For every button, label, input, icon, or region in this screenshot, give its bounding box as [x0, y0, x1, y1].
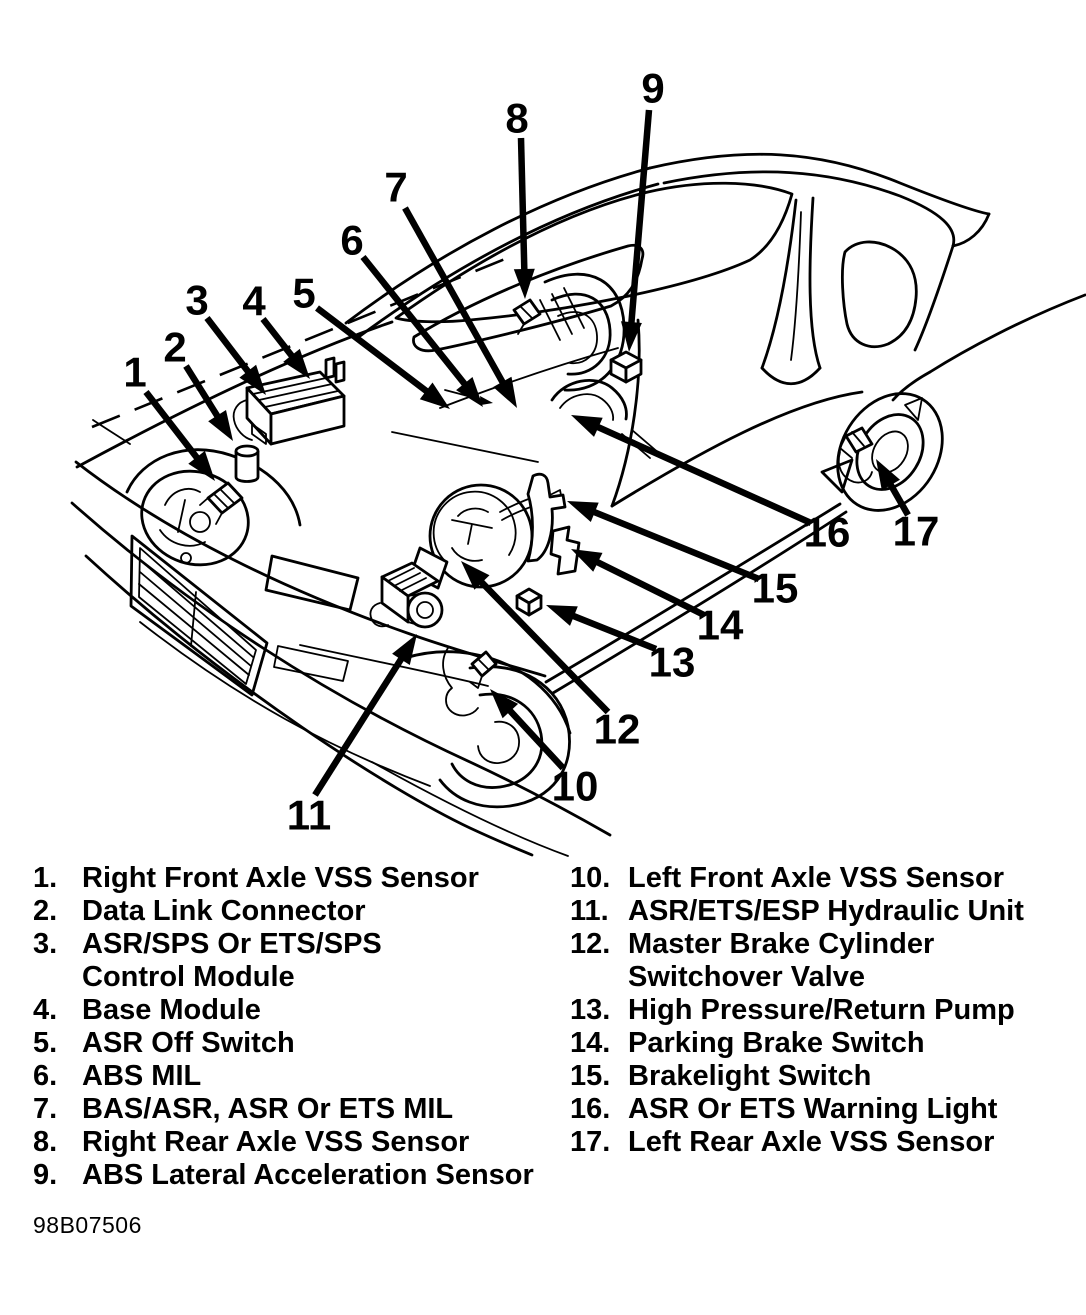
callout-arrowhead-15 [567, 501, 599, 522]
callout-number-4: 4 [242, 277, 266, 325]
legend-item-number: 15. [570, 1060, 611, 1092]
legend-item-number: 3. [33, 928, 58, 960]
legend-item-label: ABS MIL [82, 1060, 202, 1092]
legend-item-number: 2. [33, 895, 58, 927]
callout-number-12: 12 [593, 705, 641, 753]
legend-item-number: 12. [570, 928, 611, 960]
callout-number-3: 3 [185, 276, 209, 324]
callout-number-8: 8 [505, 94, 529, 142]
legend-item-number: 9. [33, 1159, 58, 1191]
callout-8 [505, 95, 534, 300]
legend-item [33, 1060, 553, 1093]
legend-item-number: 8. [33, 1126, 58, 1158]
pump-icon [517, 589, 541, 615]
callout-arrowhead-13 [546, 605, 578, 626]
callout-number-14: 14 [696, 601, 744, 649]
callout-arrowhead-11 [392, 634, 417, 665]
legend-item-number: 5. [33, 1027, 58, 1059]
callout-number-16: 16 [803, 508, 851, 556]
legend-item [570, 862, 1080, 895]
legend-item-number: 7. [33, 1093, 58, 1125]
callout-arrow-14 [591, 559, 704, 615]
legend-item [33, 928, 553, 994]
legend-item [33, 862, 553, 895]
legend-item-label: Left Front Axle VSS Sensor [628, 862, 1004, 894]
legend-item-label: High Pressure/Return Pump [628, 994, 1015, 1026]
legend-item-number: 17. [570, 1126, 611, 1158]
callout-number-11: 11 [286, 791, 332, 839]
legend-item [570, 1093, 1080, 1126]
legend-item-number: 13. [570, 994, 611, 1026]
legend-item-number: 6. [33, 1060, 58, 1092]
legend-item [33, 895, 553, 928]
legend-item-label: Data Link Connector [82, 895, 366, 927]
legend-item-label: Master Brake Cylinder Switchover Valve [628, 928, 935, 993]
callout-arrowhead-16 [571, 415, 603, 437]
data-link-connector-icon [236, 446, 258, 482]
lateral-acceleration-sensor-icon [611, 352, 641, 382]
legend-item-label: Brakelight Switch [628, 1060, 872, 1092]
legend-item-label: Right Front Axle VSS Sensor [82, 862, 479, 894]
callout-number-15: 15 [751, 564, 799, 612]
callout-number-9: 9 [641, 64, 665, 112]
callout-number-2: 2 [163, 323, 187, 371]
legend-item [33, 1093, 553, 1126]
legend-column-left [33, 862, 553, 1192]
callout-number-13: 13 [648, 638, 696, 686]
callout-number-10: 10 [551, 762, 599, 810]
legend-item [33, 1027, 553, 1060]
callout-arrow-8 [521, 138, 525, 277]
callout-16 [571, 415, 850, 556]
legend-item-label: ASR Or ETS Warning Light [628, 1093, 998, 1125]
figure-code: 98B07506 [33, 1212, 142, 1238]
legend-item [570, 994, 1080, 1027]
legend-item-label: Left Rear Axle VSS Sensor [628, 1126, 995, 1158]
callout-arrow-16 [591, 424, 811, 523]
legend-item [33, 1126, 553, 1159]
legend-item-number: 4. [33, 994, 58, 1026]
legend-item [570, 895, 1080, 928]
callout-15 [567, 501, 798, 612]
legend-item [33, 994, 553, 1027]
callout-arrow-9 [631, 110, 649, 330]
callout-arrow-7 [405, 208, 506, 389]
legend-item-number: 11. [570, 895, 609, 927]
legend-item [570, 1060, 1080, 1093]
callout-arrowhead-2 [208, 410, 233, 441]
legend-item-label: Right Rear Axle VSS Sensor [82, 1126, 470, 1158]
legend-item [33, 1159, 553, 1192]
legend-column-right [570, 862, 1080, 1159]
legend-item-label: Base Module [82, 994, 261, 1026]
callout-11 [287, 634, 417, 839]
legend-item-number: 10. [570, 862, 611, 894]
legend-item-number: 14. [570, 1027, 611, 1059]
callout-number-1: 1 [123, 348, 147, 396]
legend-item [570, 1126, 1080, 1159]
legend-item-label: ABS Lateral Acceleration Sensor [82, 1159, 534, 1191]
callout-17 [876, 459, 939, 555]
legend-item-number: 1. [33, 862, 58, 894]
legend-item-number: 16. [570, 1093, 611, 1125]
legend-item-label: ASR/SPS Or ETS/SPS Control Module [82, 928, 382, 993]
callout-number-5: 5 [292, 269, 316, 317]
callout-arrow-2 [186, 366, 221, 422]
legend-item-label: BAS/ASR, ASR Or ETS MIL [82, 1093, 454, 1125]
legend-item-label: ASR Off Switch [82, 1027, 295, 1059]
callout-number-7: 7 [384, 163, 408, 211]
legend-item [570, 1027, 1080, 1060]
legend-item-label: ASR/ETS/ESP Hydraulic Unit [628, 895, 1024, 927]
callout-arrow-3 [207, 318, 253, 378]
callout-number-17: 17 [892, 507, 940, 555]
legend-item [570, 928, 1080, 994]
callout-number-6: 6 [340, 216, 364, 264]
callout-9 [621, 65, 665, 353]
legend-item-label: Parking Brake Switch [628, 1027, 925, 1059]
